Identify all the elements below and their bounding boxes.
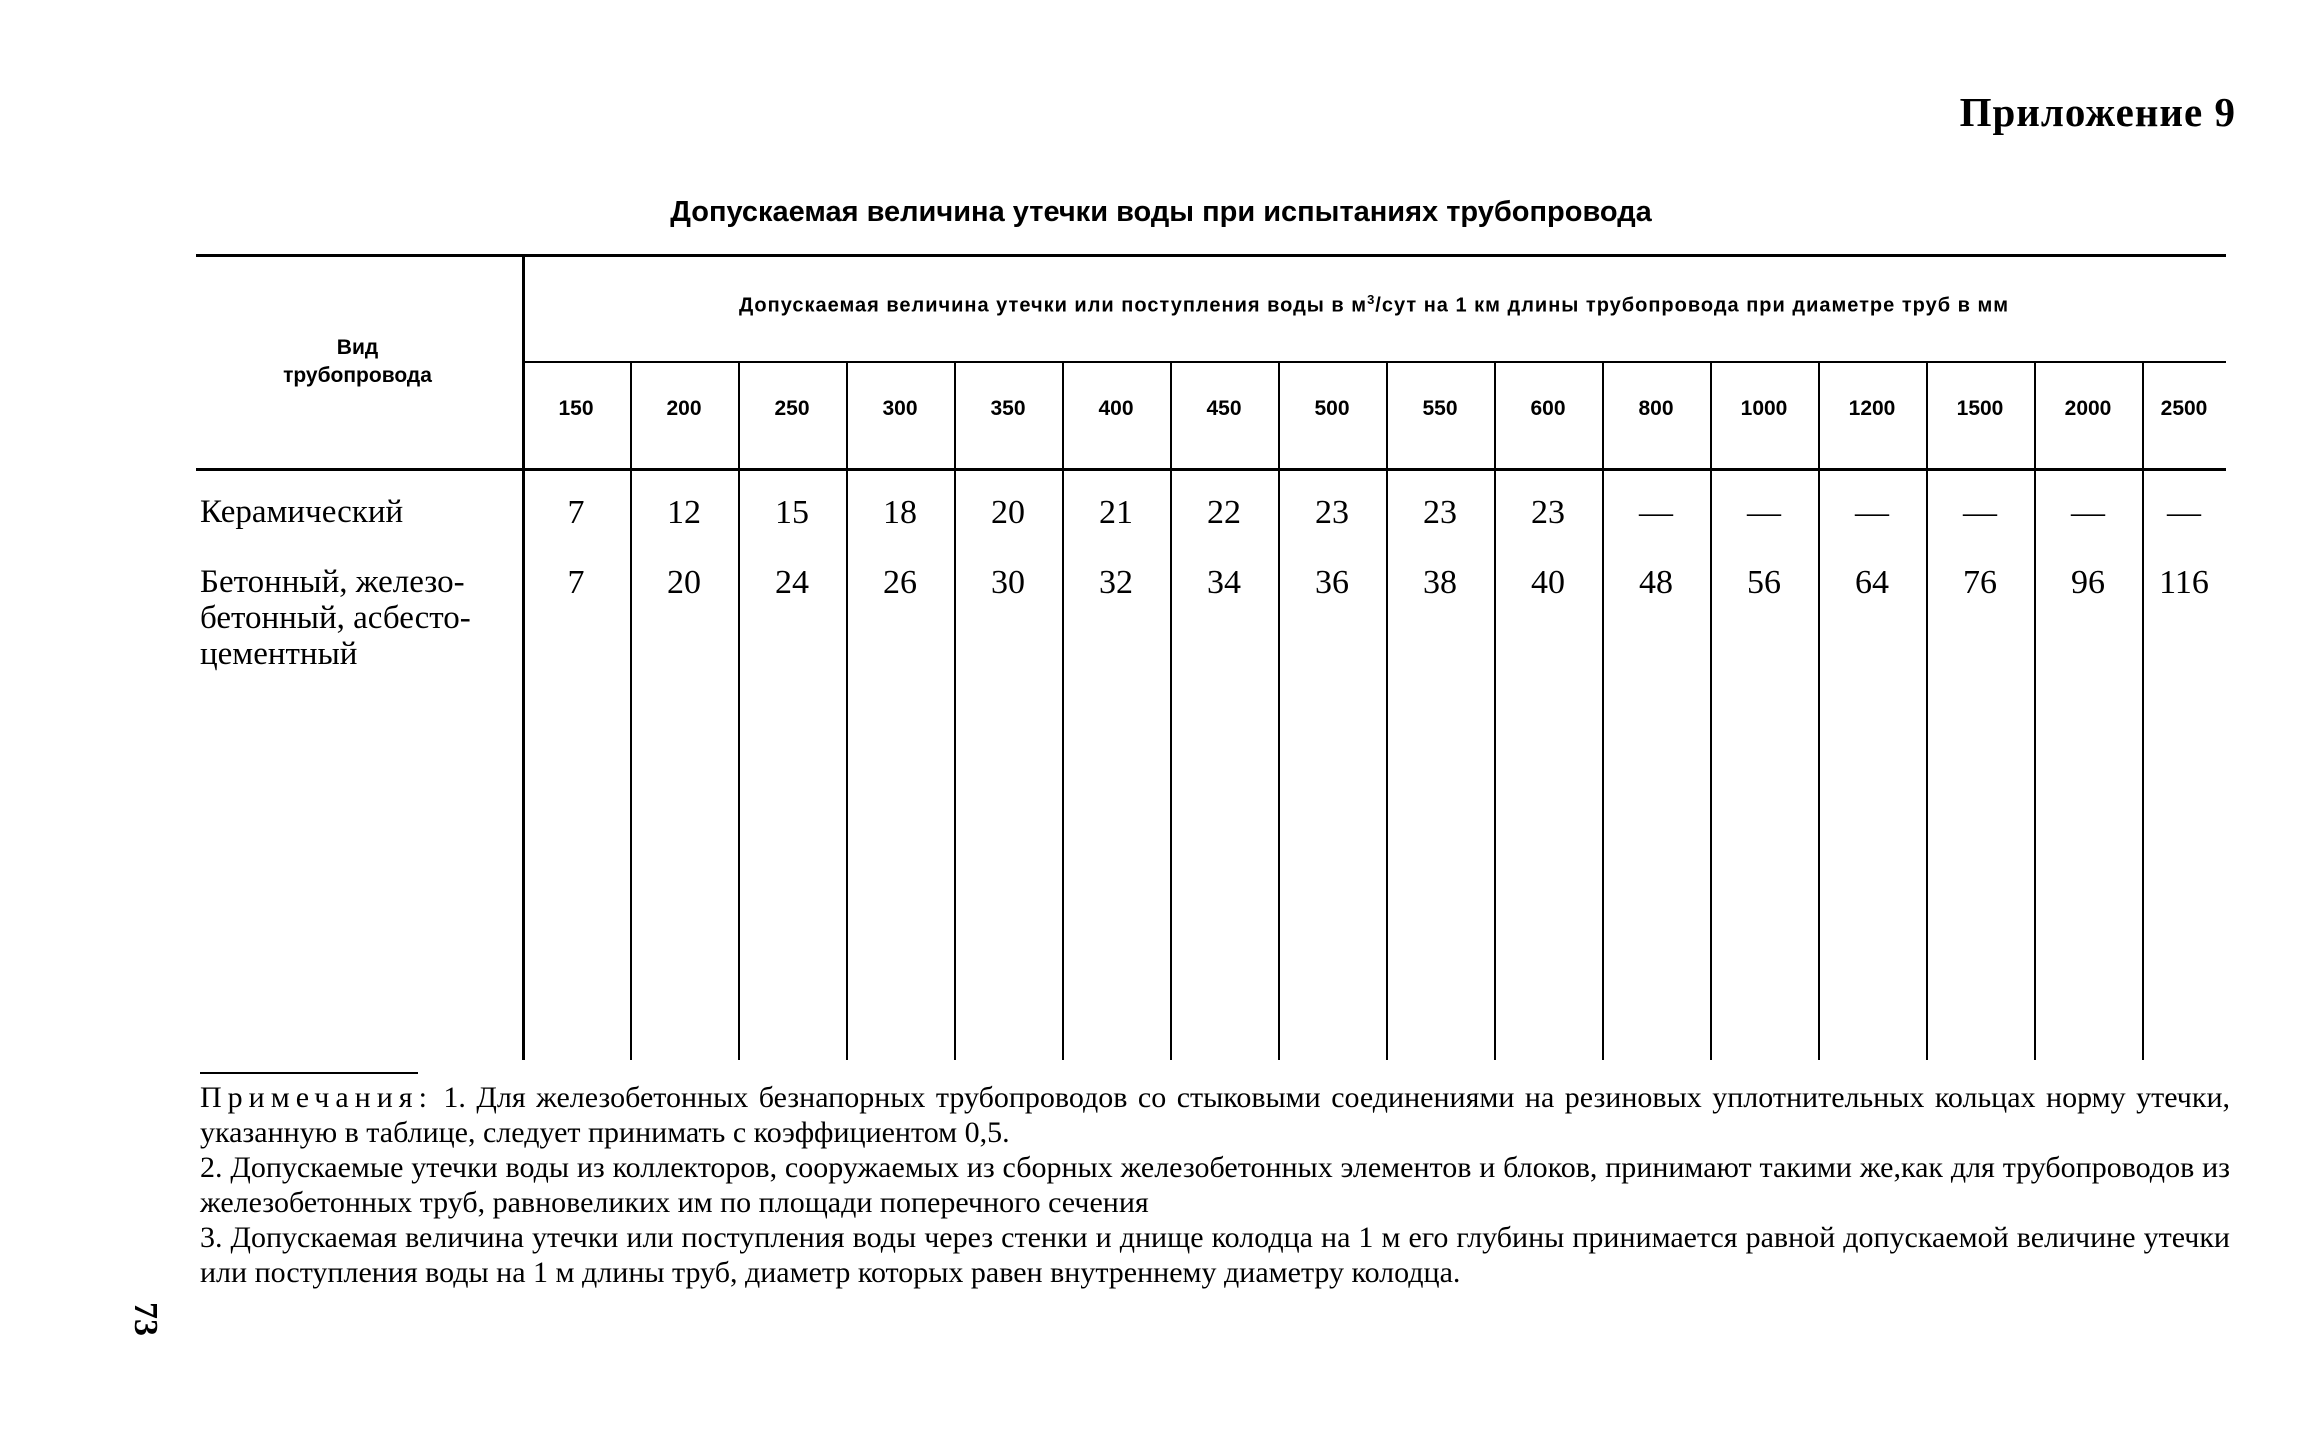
diameter-header: 1000 <box>1740 397 1788 420</box>
column-divider <box>1710 362 1712 1060</box>
table-cell: 36 <box>1315 564 1349 601</box>
table-cell: 20 <box>667 564 701 601</box>
table-cell: 15 <box>775 494 809 531</box>
diameter-header: 1200 <box>1848 397 1896 420</box>
diameter-header: 300 <box>882 397 918 420</box>
column-divider <box>1494 362 1496 1060</box>
table-cell: 23 <box>1315 494 1349 531</box>
row-label-line: бетонный, асбесто- <box>200 600 471 636</box>
diameter-header: 1500 <box>1956 397 2004 420</box>
header-pipeline-type <box>196 334 519 390</box>
table-cell: 21 <box>1099 494 1133 531</box>
note-2: 2. Допускаемые утечки воды из коллекторов, сооружаемых из сборных железобетонных элементов и блоков, принимают такими же,как для трубопроводов из железобетонных труб, равновеликих им по площади поперечного сечения <box>200 1151 2230 1219</box>
note-1 <box>200 1080 2230 1150</box>
table-cell: 96 <box>2071 564 2105 601</box>
note-1-text: 1. Для железобетонных безнапорных трубопроводов со стыковыми соединениями на резиновых уплотнительных кольцах норму утечки, указанную в таблице, следует принимать с коэффициентом 0,5. <box>200 1081 2230 1149</box>
header-type-line2: трубопровода <box>283 364 432 387</box>
table-cell: 64 <box>1855 564 1889 601</box>
table-top-rule <box>196 254 2226 257</box>
notes-heading: Примечания: <box>200 1081 433 1114</box>
diameter-header: 450 <box>1206 397 1242 420</box>
column-divider <box>2142 362 2144 1060</box>
note-3: 3. Допускаемая величина утечки или поступления воды через стенки и днище колодца на 1 м его глубины принимается равной допускаемой величине утечки или поступления воды на 1 м длины труб, диаметр которых равен внутреннему диаметру колодца. <box>200 1221 2230 1289</box>
column-divider <box>1818 362 1820 1060</box>
diameter-header: 150 <box>558 397 594 420</box>
table-cell: 76 <box>1963 564 1997 601</box>
diameter-header: 400 <box>1098 397 1134 420</box>
column-divider <box>2034 362 2036 1060</box>
table-cell: — <box>1855 494 1889 531</box>
table-cell: 18 <box>883 494 917 531</box>
diameter-header: 550 <box>1422 397 1458 420</box>
diameter-header: 800 <box>1638 397 1674 420</box>
appendix-title: Приложение 9 <box>1959 89 2236 135</box>
column-divider <box>738 362 740 1060</box>
table-cell: 12 <box>667 494 701 531</box>
table-cell: 24 <box>775 564 809 601</box>
row-label <box>200 564 520 672</box>
table-cell: 40 <box>1531 564 1565 601</box>
column-divider <box>630 362 632 1060</box>
table-cell: — <box>1747 494 1781 531</box>
diameter-header: 2500 <box>2160 397 2208 420</box>
header-mid-rule <box>522 361 2226 363</box>
diameter-header: 350 <box>990 397 1026 420</box>
table-cell: 56 <box>1747 564 1781 601</box>
table-cell: 7 <box>567 564 585 601</box>
table-cell: 116 <box>2159 564 2209 601</box>
header-leak-rate <box>522 292 2226 318</box>
table-cell: 38 <box>1423 564 1457 601</box>
header-bottom-rule <box>196 468 2226 471</box>
table-cell: — <box>1639 494 1673 531</box>
table-cell: 23 <box>1423 494 1457 531</box>
column-divider <box>1602 362 1604 1060</box>
table-cell: 34 <box>1207 564 1241 601</box>
header-main-before: Допускаемая величина утечки или поступления воды в м <box>738 294 1368 317</box>
row-label-line: цементный <box>200 636 358 672</box>
page-number: 73 <box>127 1302 164 1336</box>
row-label <box>200 494 520 530</box>
diameter-header: 2000 <box>2064 397 2112 420</box>
table-cell: 32 <box>1099 564 1133 601</box>
column-divider <box>1170 362 1172 1060</box>
table-cell: 20 <box>991 494 1025 531</box>
column-divider <box>1926 362 1928 1060</box>
column-divider <box>1386 362 1388 1060</box>
table-title: Допускаемая величина утечки воды при испытаниях трубопровода <box>670 196 1652 228</box>
table-cell: 7 <box>567 494 585 531</box>
diameter-header: 200 <box>666 397 702 420</box>
table-cell: 26 <box>883 564 917 601</box>
header-type-line1: Вид <box>336 336 379 359</box>
table-cell: — <box>2071 494 2105 531</box>
diameter-header: 600 <box>1530 397 1566 420</box>
column-divider <box>954 362 956 1060</box>
header-main-sup: 3 <box>1367 292 1376 307</box>
row-label-line: Керамический <box>200 494 404 530</box>
row-label-line: Бетонный, железо- <box>200 564 465 600</box>
column-divider <box>1278 362 1280 1060</box>
column-divider <box>1062 362 1064 1060</box>
table-cell: 22 <box>1207 494 1241 531</box>
table-cell: 48 <box>1639 564 1673 601</box>
notes-short-rule <box>200 1072 418 1074</box>
header-main-after: /сут на 1 км длины трубопровода при диаметре труб в мм <box>1375 294 2010 317</box>
diameter-header: 250 <box>774 397 810 420</box>
label-column-divider <box>522 256 525 1060</box>
table-cell: 30 <box>991 564 1025 601</box>
notes <box>200 1080 2230 1290</box>
table-cell: 23 <box>1531 494 1565 531</box>
column-divider <box>846 362 848 1060</box>
table-cell: — <box>2167 494 2201 531</box>
table-cell: — <box>1963 494 1997 531</box>
diameter-header: 500 <box>1314 397 1350 420</box>
